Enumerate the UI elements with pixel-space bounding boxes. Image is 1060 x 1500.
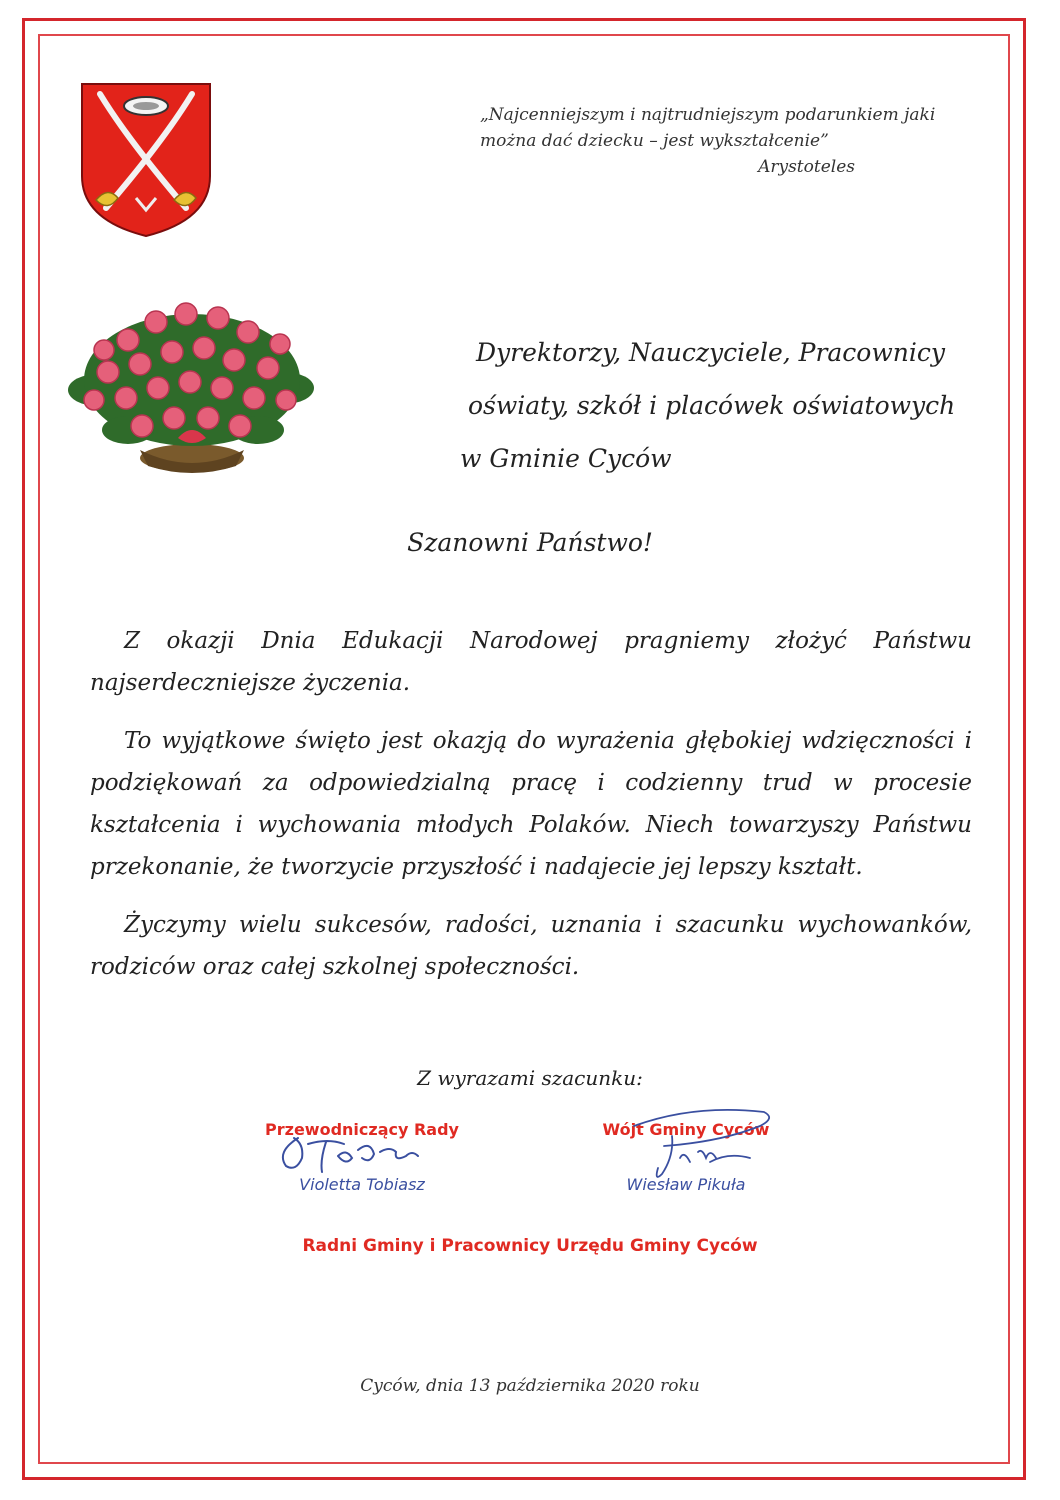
signature-title: Przewodniczący Rady [265,1120,459,1139]
quote-author: Arystoteles [758,157,855,177]
paragraph: To wyjątkowe święto jest okazją do wyrażenia głębokiej wdzięczności i podziękowań za odpowiedzialną pracę i codzienny trud w procesie kształcenia i wychowania młodych Polaków. Niech towarzyszy Państwu przekonanie, że tworzycie przyszłość i nadajecie jej lepszy kształt. [90,728,972,880]
addressee-line-3: w Gminie Cyców [460,444,672,473]
addressee-block [460,326,1000,485]
addressee-line-1: Dyrektorzy, Nauczyciele, Pracownicy [476,338,945,367]
coat-of-arms-icon [78,80,214,240]
quote-line-1: „Najcenniejszym i najtrudniejszym podarunkiem jaki [480,105,936,125]
letter-body [90,620,972,1004]
paragraph: Życzymy wielu sukcesów, radości, uznania i szacunku wychowanków, rodziców oraz całej szkolnej społeczności. [90,912,972,980]
councillors-line: Radni Gminy i Pracownicy Urzędu Gminy Cyców [302,1236,758,1256]
date-place-line: Cyców, dnia 13 października 2020 roku [360,1376,700,1396]
addressee-line-2: oświaty, szkół i placówek oświatowych [468,391,956,420]
signature-title: Wójt Gminy Cyców [602,1120,770,1139]
quote-block [480,102,960,180]
quote-line-2: można dać dziecku – jest wykształcenie” [480,131,829,151]
handwritten-signature-left [268,1130,428,1180]
signature-name: Violetta Tobiasz [299,1175,425,1194]
handwritten-signature-right [628,1106,778,1190]
rose-basket-image [68,280,314,476]
paragraph: Z okazji Dnia Edukacji Narodowej pragniemy złożyć Państwu najserdeczniejsze życzenia. [90,628,972,696]
signature-name: Wiesław Pikuła [626,1175,746,1194]
closing-line: Z wyrazami szacunku: [417,1066,643,1090]
greeting: Szanowni Państwo! [407,528,653,557]
